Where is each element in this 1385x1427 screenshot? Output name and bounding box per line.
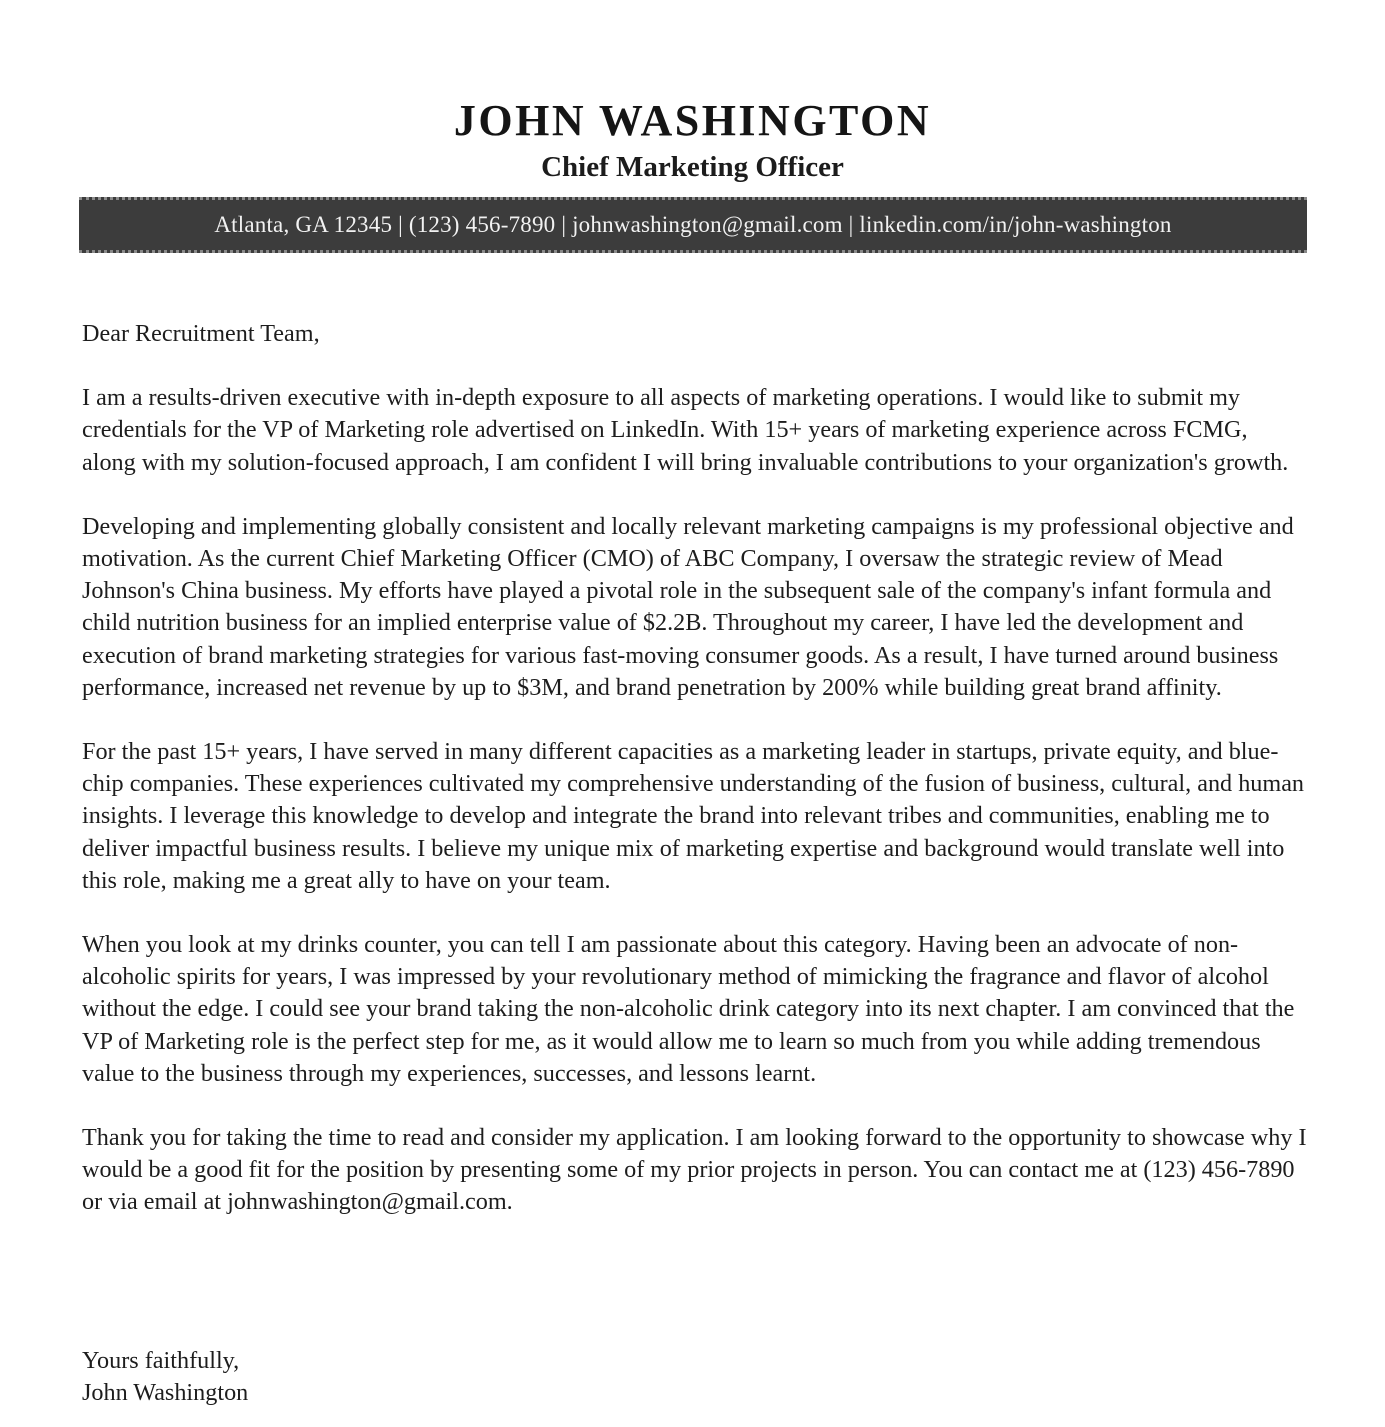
contact-bar xyxy=(79,197,1307,253)
sign-off xyxy=(82,1345,248,1409)
applicant-title: Chief Marketing Officer xyxy=(541,151,844,183)
paragraph-intro: I am a results-driven executive with in-depth exposure to all aspects of marketing operations. I would like to submit my credentials for the VP of Marketing role advertised on LinkedIn. With 15+ years of marketing experience across FCMG, along with my solution-focused approach, I am confident I will bring invaluable contributions to your organization's growth. xyxy=(82,384,1289,476)
paragraph-background: For the past 15+ years, I have served in many different capacities as a marketing leader in startups, private equity, and blue-chip companies. These experiences cultivated my comprehensive understanding of the fusion of business, cultural, and human insights. I leverage this knowledge to develop and integrate the brand into relevant tribes and communities, enabling me to deliver impactful business results. I believe my unique mix of marketing expertise and background would translate well into this role, making me a great ally to have on your team. xyxy=(82,738,1305,894)
paragraph-closing: Thank you for taking the time to read and consider my application. I am looking forward to the opportunity to showcase why I would be a good fit for the position by presenting some of my prior projects in person. You can contact me at (123) 456-7890 or via email at johnwashington@gmail.com. xyxy=(82,1124,1307,1216)
salutation: Dear Recruitment Team, xyxy=(82,320,320,347)
closing-phrase: Yours faithfully, xyxy=(82,1347,240,1374)
contact-info: Atlanta, GA 12345 | (123) 456-7890 | johnwashington@gmail.com | linkedin.com/in/john-washington xyxy=(214,212,1172,237)
signature-name: John Washington xyxy=(82,1379,249,1407)
applicant-name: JOHN WASHINGTON xyxy=(453,96,932,145)
paragraph-experience: Developing and implementing globally consistent and locally relevant marketing campaigns is my professional objective and motivation. As the current Chief Marketing Officer (CMO) of ABC Company, I oversaw the strategic review of Mead Johnson's China business. My efforts have played a pivotal role in the subsequent sale of the company's infant formula and child nutrition business for an implied enterprise value of $2.2B. Throughout my career, I have led the development and execution of brand marketing strategies for various fast-moving consumer goods. As a result, I have turned around business performance, increased net revenue by up to $3M, and brand penetration by 200% while building great brand affinity. xyxy=(82,512,1294,701)
letter-body xyxy=(82,318,1307,1219)
paragraph-motivation: When you look at my drinks counter, you can tell I am passionate about this category. Having been an advocate of non-alcoholic spirits for years, I was impressed by your revolutionary method of mimicking the fragrance and flavor of alcohol without the edge. I could see your brand taking the non-alcoholic drink category into its next chapter. I am convinced that the VP of Marketing role is the perfect step for me, as it would allow me to learn so much from you while adding tremendous value to the business through my experiences, successes, and lessons learnt. xyxy=(82,931,1295,1087)
letter-header xyxy=(0,96,1385,184)
